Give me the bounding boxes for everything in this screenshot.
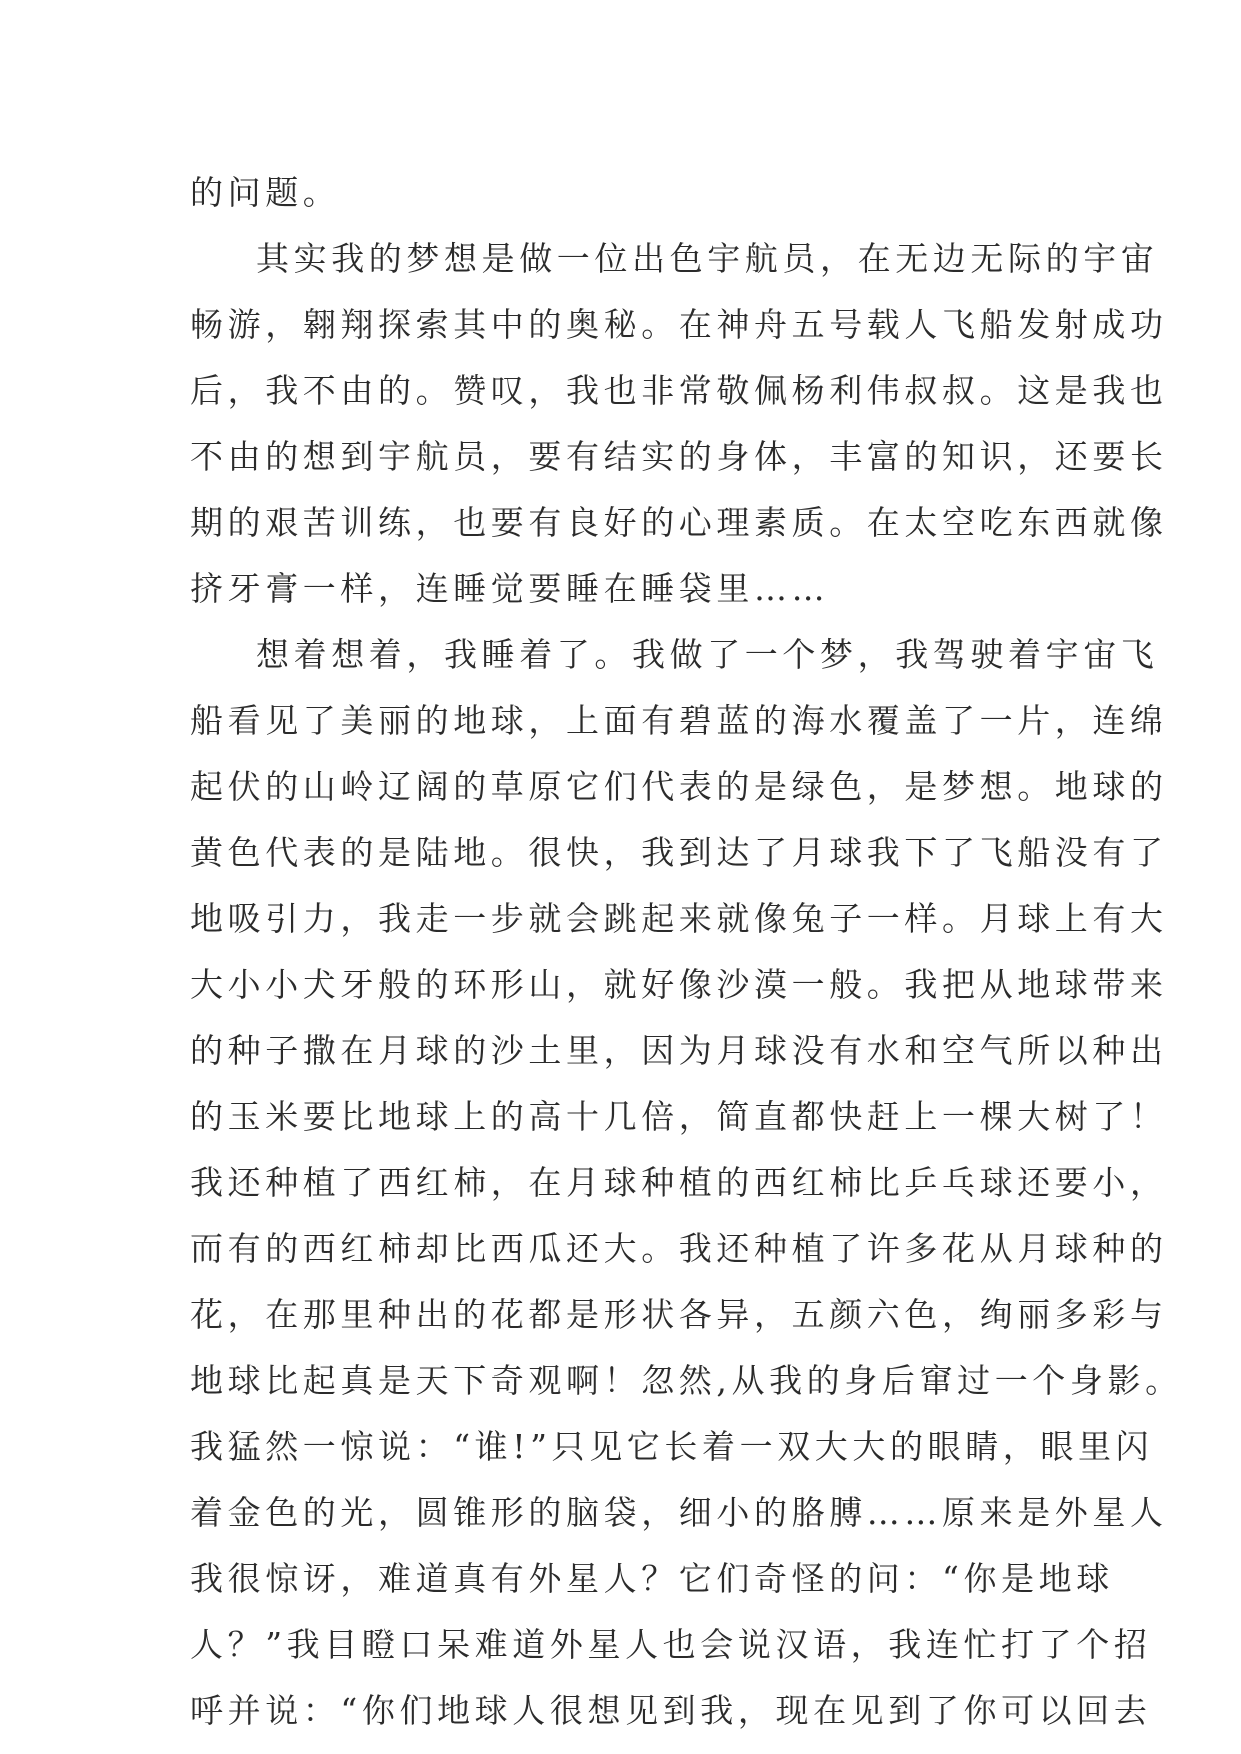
text-line: 着金色的光，圆锥形的脑袋，细小的胳膊……原来是外星人	[190, 1493, 1168, 1532]
text-line: 呼并说：“你们地球人很想见到我，现在见到了你可以回去	[190, 1691, 1152, 1730]
paragraph-first-line: 其实我的梦想是做一位出色宇航员，在无边无际的宇宙	[256, 239, 1159, 278]
text-line: 起伏的山岭辽阔的草原它们代表的是绿色，是梦想。地球的	[190, 767, 1168, 806]
text-line: 的问题。	[190, 173, 341, 212]
text-line: 黄色代表的是陆地。很快，我到达了月球我下了飞船没有了	[190, 833, 1168, 872]
text-line: 期的艰苦训练，也要有良好的心理素质。在太空吃东西就像	[190, 503, 1168, 542]
text-line: 的种子撒在月球的沙土里，因为月球没有水和空气所以种出	[190, 1031, 1168, 1070]
text-line: 船看见了美丽的地球，上面有碧蓝的海水覆盖了一片，连绵	[190, 701, 1168, 740]
essay-text	[190, 160, 1183, 1744]
text-line: 地球比起真是天下奇观啊！忽然,从我的身后窜过一个身影。	[190, 1361, 1183, 1400]
text-line: 人？”我目瞪口呆难道外星人也会说汉语，我连忙打了个招	[190, 1625, 1152, 1664]
text-line: 我很惊讶，难道真有外星人？它们奇怪的问：“你是地球	[190, 1559, 1114, 1598]
text-line: 地吸引力，我走一步就会跳起来就像兔子一样。月球上有大	[190, 899, 1168, 938]
text-line: 不由的想到宇航员，要有结实的身体，丰富的知识，还要长	[190, 437, 1168, 476]
text-line: 的玉米要比地球上的高十几倍，简直都快赶上一棵大树了！	[190, 1097, 1168, 1136]
text-line: 大小小犬牙般的环形山，就好像沙漠一般。我把从地球带来	[190, 965, 1168, 1004]
text-line: 我猛然一惊说：“谁!”只见它长着一双大大的眼睛，眼里闪	[190, 1427, 1154, 1466]
text-line: 我还种植了西红柿，在月球种植的西红柿比乒乓球还要小，	[190, 1163, 1168, 1202]
paragraph-first-line: 想着想着，我睡着了。我做了一个梦，我驾驶着宇宙飞	[256, 635, 1159, 674]
text-line: 挤牙膏一样，连睡觉要睡在睡袋里……	[190, 569, 830, 608]
text-line: 畅游，翱翔探索其中的奥秘。在神舟五号载人飞船发射成功	[190, 305, 1168, 344]
text-line: 后，我不由的。赞叹，我也非常敬佩杨利伟叔叔。这是我也	[190, 371, 1168, 410]
text-line: 而有的西红柿却比西瓜还大。我还种植了许多花从月球种的	[190, 1229, 1168, 1268]
text-line: 花，在那里种出的花都是形状各异，五颜六色，绚丽多彩与	[190, 1295, 1168, 1334]
